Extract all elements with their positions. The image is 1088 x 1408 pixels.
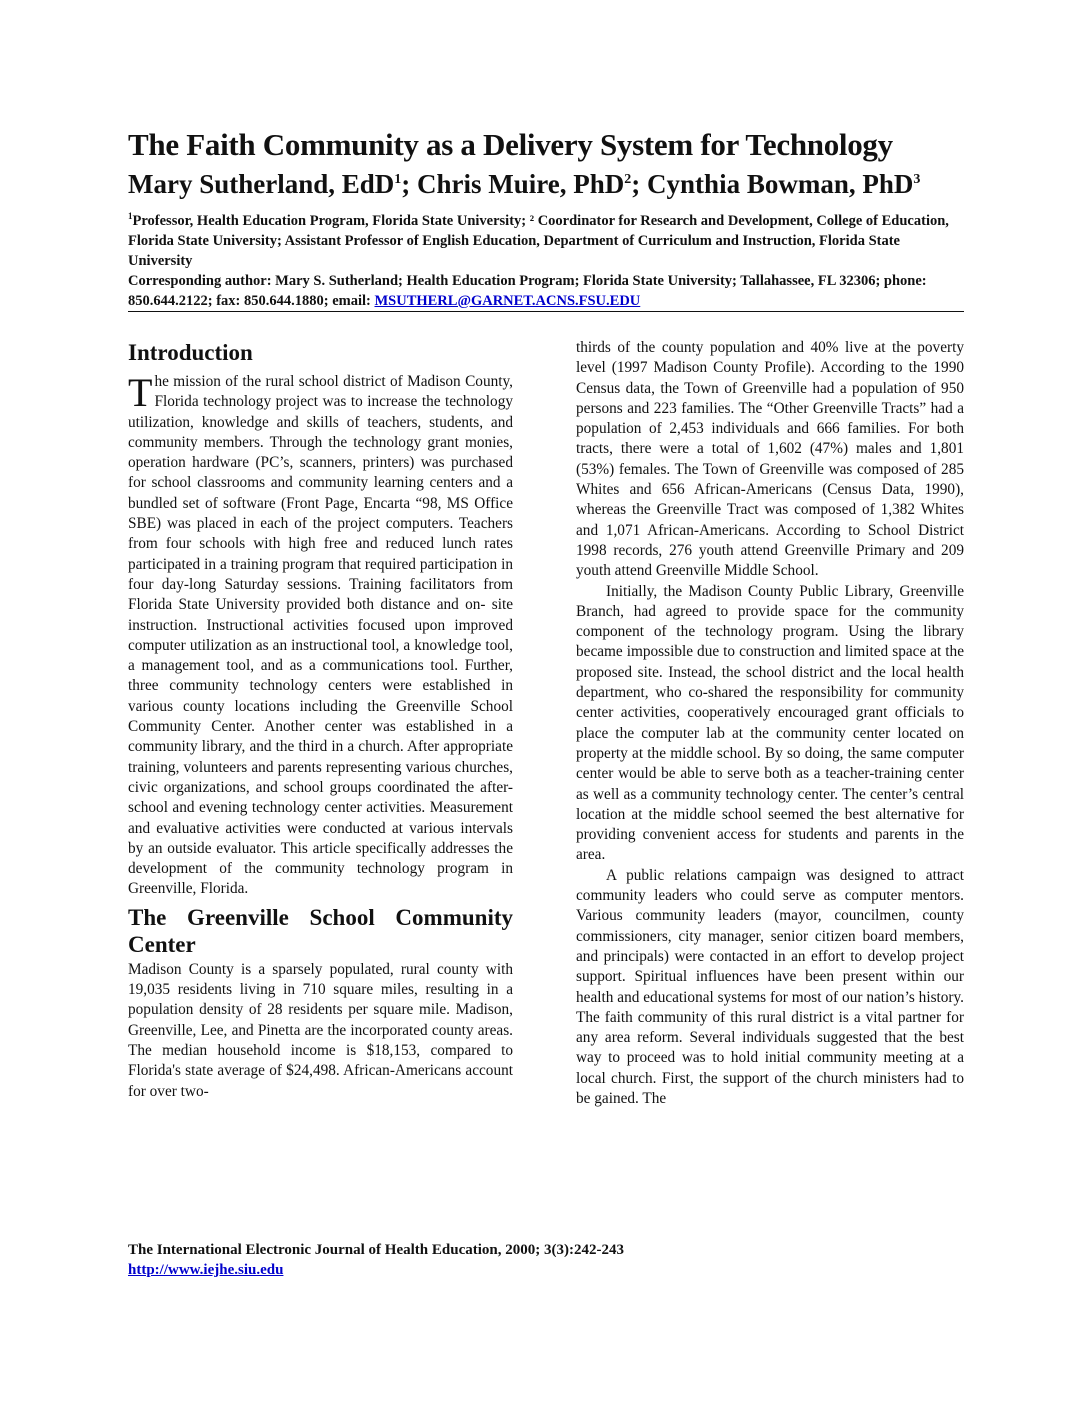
article-body — [128, 338, 964, 1218]
section-paragraph: Madison County is a sparsely populated, rural county with 19,035 residents living in 710 square miles, resulting in a population density of 28 residents per square mile. Madison, Greenville, Lee, and Pinetta are the incorporated county areas. The median household income is $18,153, compared to Florida's state average of $24,498. African-Americans account for over two- — [128, 960, 513, 1100]
introduction-text: he mission of the rural school district of Madison County, Florida technology project was to increase the technology utilization, knowledge and skills of teachers, students, and community members. Through the technology grant monies, operation hardware (PC’s, scanners, printers) was purchased for school classrooms and community learning centers and a bundled set of software (Front Page, Encarta “98, MS Office SBE) was placed in each of the project computers. Teachers from four schools with high free and reduced lunch rates participated in a training program that required participation in four day-long Saturday sessions. Training facilitators from Florida State University provided both distance and on- site instruction. Instructional activities focused upon improved computer utilization as an instructional tool, a knowledge tool, a management tool, and as a communications tool. Further, three community technology centers were established in various county locations including the Greenville School Community Center. Another center was established in a community library, and the third in a church. After appropriate training, volunteers and parents representing various churches, civic organizations, and school groups coordinated the after-school and evening technology center activities. Measurement and evaluative activities were conducted at various intervals by an outside evaluator. This article specifically addresses the development of the community technology program in Greenville, Florida. — [128, 373, 513, 898]
article-header — [128, 128, 964, 312]
author-name: Cynthia Bowman, PhD — [647, 169, 914, 199]
corresponding-text: Corresponding author: Mary S. Sutherland; Health Education Program; Florida State University; Tallahassee, FL 32306; phone: 850.644.2122; fax: 850.644.1880; email: — [128, 272, 927, 309]
introduction-paragraph — [128, 372, 513, 900]
email-link[interactable]: MSUTHERL@GARNET.ACNS.FSU.EDU — [374, 292, 641, 309]
body-paragraph: thirds of the county population and 40% live at the poverty level (1997 Madison County Profile). According to the 1990 Census data, the Town of Greenville had a population of 950 persons and 223 families. The “Other Greenville Tracts” had a population of 2,453 individuals and 666 families. For both tracts, there were a total of 1,602 (47%) males and 1,801 (53%) females. The Town of Greenville was composed of 285 Whites and 656 African-Americans (Census Data, 1990), whereas the Greenville Tract was composed of 1,382 Whites and 1,071 African-Americans. According to School District 1998 records, 276 youth attend Greenville Primary and 209 youth attend Greenville Middle School. — [576, 339, 964, 580]
article-title: The Faith Community as a Delivery System for Technology — [128, 127, 893, 162]
left-column — [128, 338, 513, 1102]
page-footer — [128, 1240, 624, 1280]
introduction-heading: Introduction — [128, 340, 253, 365]
author-name: Mary Sutherland, EdD — [128, 169, 395, 199]
affiliation-text: Professor, Health Education Program, Florida State University; ² Coordinator for Research and Development, College of Education, Florida State University; Assistant Professor of English Education, Department of Curriculum and Instruction, Florida State University — [128, 212, 949, 269]
author-separator: ; — [401, 169, 418, 199]
affiliation-sup: 1 — [128, 211, 133, 221]
section-heading: The Greenville School Community Center — [128, 904, 513, 957]
drop-cap: T — [128, 370, 153, 415]
author-separator: ; — [631, 169, 648, 199]
author-sup: 1 — [394, 172, 402, 187]
author-sup: 3 — [913, 172, 921, 187]
affiliations — [128, 206, 964, 271]
journal-citation: The International Electronic Journal of Health Education, 2000; 3(3):242-243 — [128, 1242, 624, 1258]
body-paragraph: A public relations campaign was designed to attract community leaders who could serve as computer mentors. Various community leaders (mayor, councilmen, county commissioners, city manager, senior citizen board members, and principals) were contacted in an effort to develop project support. Spiritual influences have been present within our health and educational systems for most of our nation’s history. The faith community of this rural district is a vital partner for any area reform. Several individuals suggested that the best way to proceed was to hold initial community meeting at a local church. First, the support of the church ministers had to be gained. The — [576, 866, 964, 1107]
author-sup: 2 — [624, 172, 632, 187]
corresponding-author — [128, 271, 964, 312]
author-list — [128, 164, 948, 200]
author-name: Chris Muire, PhD — [417, 169, 625, 199]
right-column — [576, 338, 964, 1109]
body-paragraph: Initially, the Madison County Public Library, Greenville Branch, had agreed to provide space for the community component of the technology program. Using the library became impossible due to construction and limited space at the proposed site. Instead, the school district and the local health department, who co-shared the responsibility for community center activities, cooperatively encouraged grant officials to place the computer lab at the community center located on property at the middle school. By so doing, the same computer center would be able to serve both as a teacher-training center as well as a community technology center. The center’s central location at the middle school seemed the best alternative for providing convenient access for students and parents in the area. — [576, 582, 964, 864]
journal-url-link[interactable]: http://www.iejhe.siu.edu — [128, 1262, 284, 1278]
